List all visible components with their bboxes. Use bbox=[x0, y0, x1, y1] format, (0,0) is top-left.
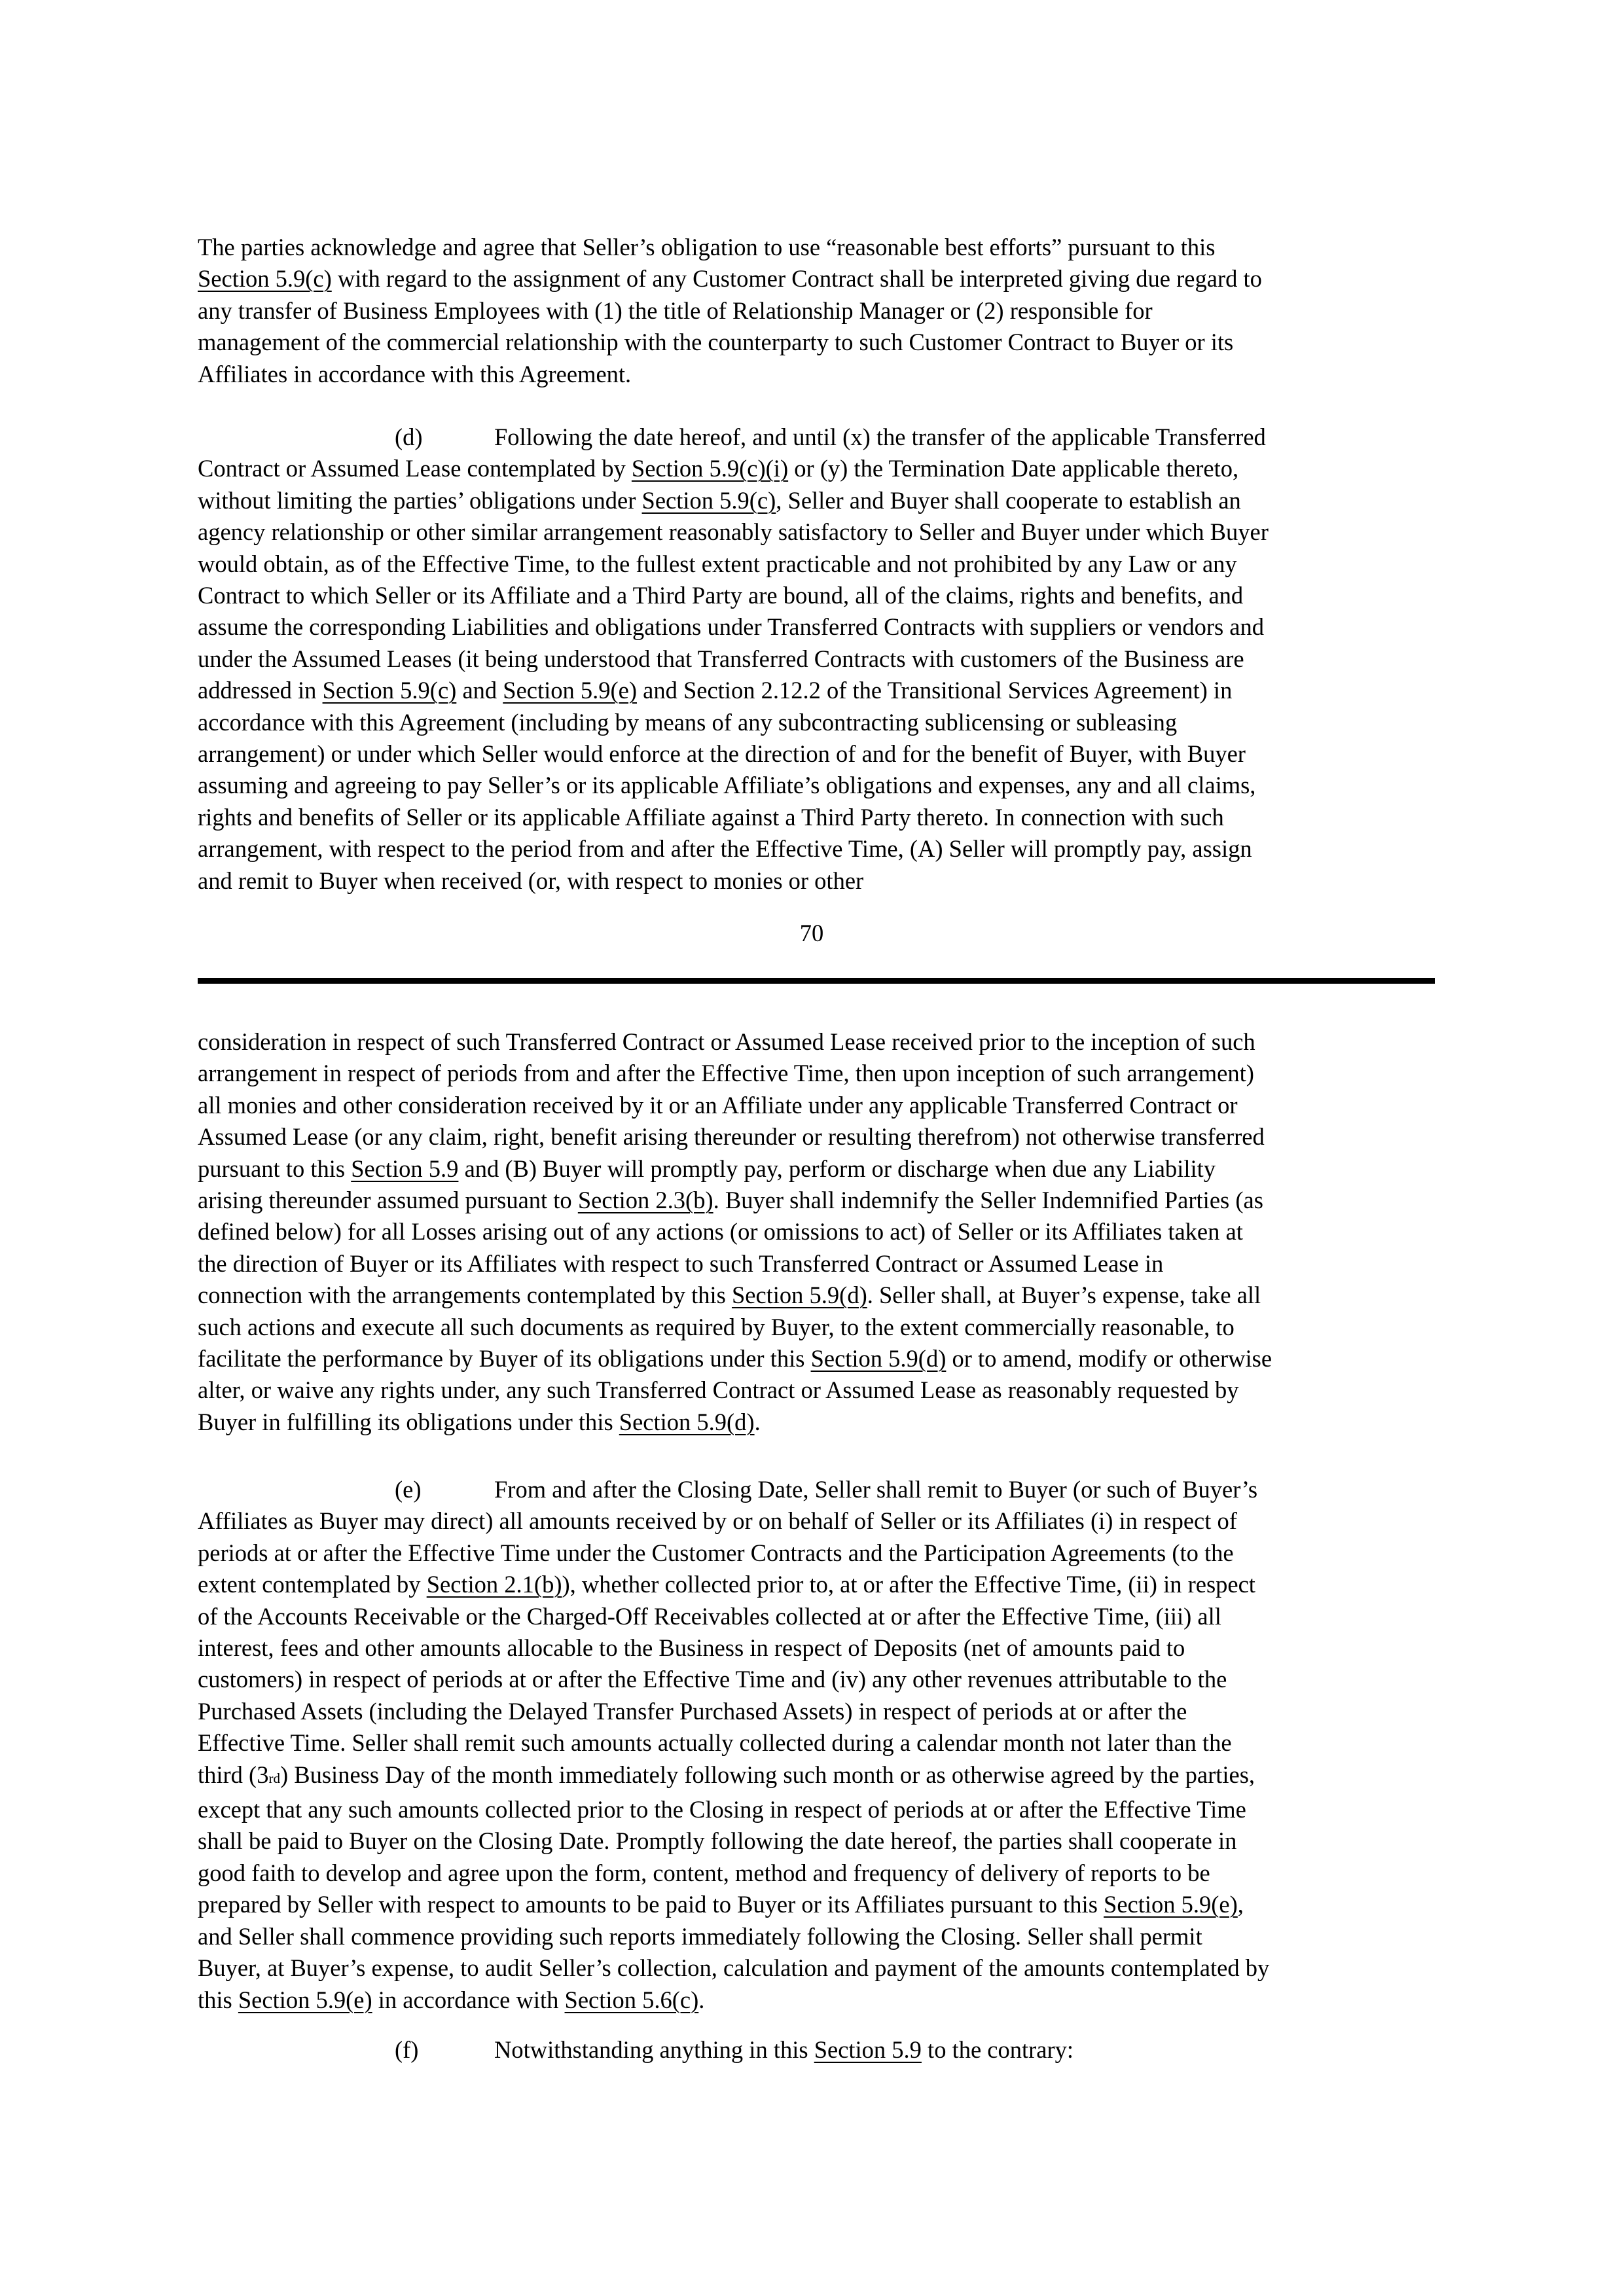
text-line: Purchased Assets (including the Delayed Transfer Purchased Assets) in respect of periods at or after the bbox=[198, 1697, 1187, 1725]
text-span: ) Business Day of the month immediately following such month or as otherwise agreed by the parties, bbox=[280, 1761, 1255, 1788]
section-reference: Section 5.9(c) bbox=[641, 486, 776, 514]
text-span: with regard to the assignment of any Customer Contract shall be interpreted giving due regard to bbox=[331, 265, 1262, 293]
text-span: and (B) Buyer will promptly pay, perform or discharge when due any Liability bbox=[458, 1155, 1216, 1182]
text-span: without limiting the parties’ obligations under bbox=[198, 486, 642, 514]
paragraph-acknowledgement bbox=[198, 232, 1435, 390]
paragraph-d bbox=[198, 422, 1435, 897]
text-line: the direction of Buyer or its Affiliates with respect to such Transferred Contract or Assumed Lease in bbox=[198, 1249, 1164, 1277]
text-span: extent contemplated by bbox=[198, 1571, 427, 1598]
text-line: periods at or after the Effective Time under the Customer Contracts and the Participation Agreements (to the bbox=[198, 1539, 1234, 1566]
text-line bbox=[198, 675, 1435, 706]
paragraph-d-continued bbox=[198, 1026, 1435, 1438]
text-line bbox=[198, 422, 1435, 453]
text-span: , Seller and Buyer shall cooperate to establish an bbox=[776, 486, 1241, 514]
text-span: and Section 2.12.2 of the Transitional Services Agreement) in bbox=[637, 677, 1233, 704]
paragraph-e bbox=[198, 1474, 1435, 2016]
text-line: good faith to develop and agree upon the form, content, method and frequency of delivery of reports to be bbox=[198, 1859, 1210, 1886]
text-span: . Buyer shall indemnify the Seller Indemnified Parties (as bbox=[713, 1187, 1263, 1214]
text-span: From and after the Closing Date, Seller shall remit to Buyer (or such of Buyer’s bbox=[494, 1476, 1258, 1503]
text-span: , bbox=[1237, 1891, 1244, 1918]
text-span: . bbox=[754, 1408, 761, 1435]
section-reference: Section 5.9(c) bbox=[198, 265, 332, 293]
page-break-rule bbox=[198, 978, 1435, 984]
text-span: or (y) the Termination Date applicable thereto, bbox=[788, 455, 1239, 482]
text-span: arising thereunder assumed pursuant to bbox=[198, 1187, 578, 1214]
text-line bbox=[198, 2034, 1435, 2066]
text-line: interest, fees and other amounts allocable to the Business in respect of Deposits (net of amounts paid to bbox=[198, 1634, 1185, 1662]
text-span: Following the date hereof, and until (x) the transfer of the applicable Transferred bbox=[494, 423, 1266, 450]
text-line: all monies and other consideration received by it or an Affiliate under any applicable Transferred Contract or bbox=[198, 1091, 1238, 1119]
section-reference: Section 5.9 bbox=[351, 1155, 459, 1182]
text-line: Effective Time. Seller shall remit such amounts actually collected during a calendar month not later than the bbox=[198, 1729, 1232, 1757]
text-line: any transfer of Business Employees with (1) the title of Relationship Manager or (2) responsible for bbox=[198, 296, 1153, 324]
text-span: prepared by Seller with respect to amounts to be paid to Buyer or its Affiliates pursuant to this bbox=[198, 1891, 1104, 1918]
text-line bbox=[198, 1984, 1435, 2016]
text-line: and remit to Buyer when received (or, with respect to monies or other bbox=[198, 867, 864, 894]
text-line: would obtain, as of the Effective Time, to the fullest extent practicable and not prohibited by any Law or any bbox=[198, 550, 1237, 577]
text-span: in accordance with bbox=[372, 1986, 565, 2013]
text-span: addressed in bbox=[198, 677, 323, 704]
text-line: and Seller shall commence providing such reports immediately following the Closing. Seller shall permit bbox=[198, 1922, 1202, 1950]
text-line: arrangement, with respect to the period from and after the Effective Time, (A) Seller will promptly pay, assign bbox=[198, 835, 1252, 863]
text-line: alter, or waive any rights under, any such Transferred Contract or Assumed Lease as reasonably requested by bbox=[198, 1376, 1239, 1404]
text-line: consideration in respect of such Transferred Contract or Assumed Lease received prior to the inception of such bbox=[198, 1028, 1255, 1055]
text-line: management of the commercial relationship with the counterparty to such Customer Contract to Buyer or its bbox=[198, 329, 1234, 356]
text-line: rights and benefits of Seller or its applicable Affiliate against a Third Party thereto. In connection with such bbox=[198, 803, 1224, 831]
text-line: accordance with this Agreement (including by means of any subcontracting sublicensing or subleasing bbox=[198, 708, 1178, 736]
text-line bbox=[198, 1569, 1435, 1600]
text-line: Buyer, at Buyer’s expense, to audit Seller’s collection, calculation and payment of the amounts contemplated by bbox=[198, 1954, 1270, 1982]
text-span: or to amend, modify or otherwise bbox=[946, 1345, 1272, 1372]
text-line bbox=[198, 1759, 1435, 1794]
text-span: this bbox=[198, 1986, 238, 2013]
text-line: such actions and execute all such documents as required by Buyer, to the extent commercially reasonable, to bbox=[198, 1313, 1235, 1340]
text-span: facilitate the performance by Buyer of its obligations under this bbox=[198, 1345, 811, 1372]
section-reference: Section 5.9 bbox=[814, 2036, 922, 2063]
text-line: customers) in respect of periods at or after the Effective Time and (iv) any other revenues attributable to the bbox=[198, 1666, 1227, 1693]
paragraph-f bbox=[198, 2034, 1435, 2066]
section-reference: Section 5.9(d) bbox=[731, 1282, 867, 1309]
text-line bbox=[198, 1889, 1435, 1920]
text-line: Assumed Lease (or any claim, right, benefit arising thereunder or resulting therefrom) not otherwise transferred bbox=[198, 1123, 1265, 1151]
text-line: The parties acknowledge and agree that Seller’s obligation to use “reasonable best efforts” pursuant to this bbox=[198, 234, 1216, 260]
text-span: . bbox=[698, 1986, 705, 2013]
text-line: assume the corresponding Liabilities and obligations under Transferred Contracts with suppliers or vendors and bbox=[198, 613, 1265, 641]
text-line bbox=[198, 1343, 1435, 1374]
text-line bbox=[198, 1474, 1435, 1505]
text-line: except that any such amounts collected prior to the Closing in respect of periods at or after the Effective Time bbox=[198, 1796, 1246, 1823]
page-number: 70 bbox=[799, 920, 824, 946]
section-reference: Section 5.9(e) bbox=[238, 1986, 372, 2013]
section-reference: Section 5.6(c) bbox=[564, 1986, 699, 2013]
text-line: under the Assumed Leases (it being understood that Transferred Contracts with customers of the Business are bbox=[198, 645, 1244, 672]
section-reference: Section 5.9(e) bbox=[503, 677, 638, 704]
text-span: . Seller shall, at Buyer’s expense, take all bbox=[867, 1282, 1261, 1309]
text-line bbox=[198, 263, 1435, 295]
text-line: Affiliates as Buyer may direct) all amounts received by or on behalf of Seller or its Affiliates (i) in respect of bbox=[198, 1507, 1237, 1535]
text-line: Affiliates in accordance with this Agreement. bbox=[198, 360, 632, 387]
section-reference: Section 2.1(b) bbox=[426, 1571, 562, 1598]
text-line: arrangement in respect of periods from and after the Effective Time, then upon inception of such arrangement) bbox=[198, 1060, 1254, 1087]
subsection-label: (f) bbox=[395, 2036, 419, 2063]
text-line bbox=[198, 485, 1435, 516]
text-span: ), whether collected prior to, at or after the Effective Time, (ii) in respect bbox=[562, 1571, 1255, 1598]
text-span: connection with the arrangements contemplated by this bbox=[198, 1282, 732, 1309]
text-span: pursuant to this bbox=[198, 1155, 352, 1182]
text-line bbox=[198, 1280, 1435, 1311]
text-line bbox=[198, 1185, 1435, 1216]
section-reference: Section 5.9(e) bbox=[1104, 1891, 1238, 1918]
text-line: Contract to which Seller or its Affiliate and a Third Party are bound, all of the claims, rights and benefits, and bbox=[198, 582, 1244, 609]
text-span: Buyer in fulfilling its obligations under this bbox=[198, 1408, 619, 1435]
section-reference: Section 5.9(c)(i) bbox=[631, 455, 789, 482]
text-span: to the contrary: bbox=[921, 2036, 1074, 2063]
subsection-label: (e) bbox=[395, 1476, 422, 1503]
section-reference: Section 5.9(d) bbox=[810, 1345, 947, 1372]
text-line: shall be paid to Buyer on the Closing Date. Promptly following the date hereof, the parties shall cooperate in bbox=[198, 1827, 1237, 1855]
section-reference: Section 2.3(b) bbox=[577, 1187, 713, 1214]
text-line: assuming and agreeing to pay Seller’s or its applicable Affiliate’s obligations and expenses, any and all claims, bbox=[198, 772, 1256, 799]
subsection-label: (d) bbox=[395, 423, 423, 450]
section-reference: Section 5.9(c) bbox=[322, 677, 457, 704]
text-line bbox=[198, 1407, 1435, 1438]
text-line bbox=[198, 453, 1435, 484]
ordinal-suffix: rd bbox=[268, 1770, 280, 1786]
text-line bbox=[198, 1153, 1435, 1185]
text-span: Notwithstanding anything in this bbox=[494, 2036, 814, 2063]
text-line: defined below) for all Losses arising out of any actions (or omissions to act) of Seller or its Affiliates taken at bbox=[198, 1218, 1243, 1246]
text-span: third (3 bbox=[198, 1761, 269, 1788]
text-line: of the Accounts Receivable or the Charged-Off Receivables collected at or after the Effective Time, (iii) all bbox=[198, 1602, 1221, 1630]
text-line: arrangement) or under which Seller would enforce at the direction of and for the benefit of Buyer, with Buyer bbox=[198, 740, 1246, 768]
text-line: agency relationship or other similar arrangement reasonably satisfactory to Seller and Buyer under which Buyer bbox=[198, 518, 1269, 546]
text-span: Contract or Assumed Lease contemplated by bbox=[198, 455, 632, 482]
text-span: and bbox=[456, 677, 503, 704]
section-reference: Section 5.9(d) bbox=[619, 1408, 755, 1435]
